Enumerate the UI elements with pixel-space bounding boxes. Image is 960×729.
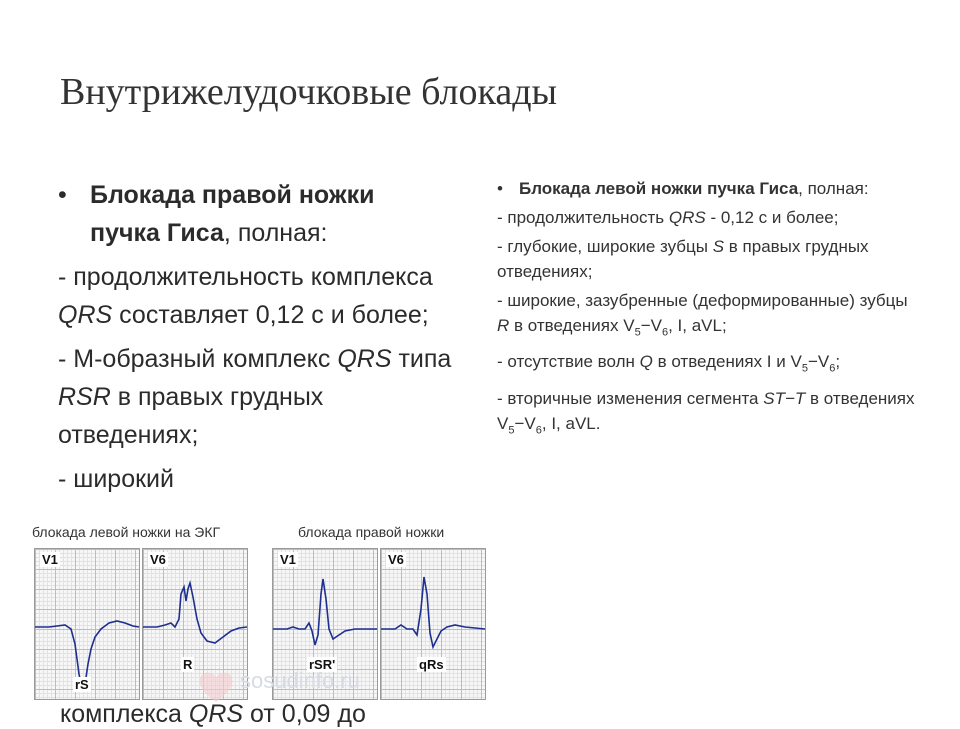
- lead-label: V1: [42, 552, 58, 567]
- text: - отсутствие волн: [497, 352, 640, 372]
- right-bullet-heading: [497, 176, 917, 201]
- text: , I, aVL;: [668, 316, 727, 335]
- heading-text: , полная:: [223, 219, 328, 247]
- text: - М-образный комплекс: [58, 345, 338, 373]
- term: QRS: [58, 301, 113, 329]
- complex-label: rSR': [309, 657, 336, 672]
- slide-title: Внутрижелудочковые блокады: [60, 71, 558, 113]
- text: в отведениях V: [497, 388, 915, 433]
- heading-bold: Блокада правой ножки: [90, 181, 375, 209]
- text: в отведениях V: [509, 316, 635, 335]
- bullet-icon: •: [497, 179, 503, 198]
- left-item-cutoff: [58, 460, 458, 500]
- subscript: 5: [634, 326, 641, 339]
- text: комплекса: [60, 700, 189, 728]
- subscript: 6: [535, 424, 542, 437]
- heading-bold: Блокада левой ножки пучка Гиса: [519, 179, 799, 198]
- left-item-bottom-cutoff: [60, 700, 366, 729]
- left-column: [58, 176, 458, 500]
- text: в правых грудных отведениях;: [58, 383, 324, 449]
- text: −V: [514, 413, 536, 433]
- text: - продолжительность комплекса: [58, 263, 433, 291]
- ecg-caption-lbbb: блокада левой ножки на ЭКГ: [32, 524, 221, 540]
- ecg-trace: [381, 549, 485, 699]
- text: в правых грудных отведениях;: [497, 237, 869, 281]
- text: −V: [640, 316, 662, 335]
- text: - глубокие, широкие зубцы: [497, 237, 713, 256]
- right-column: [497, 176, 917, 443]
- text: - продолжительность: [497, 208, 669, 227]
- lead-label: V6: [150, 552, 166, 567]
- subscript: 5: [508, 424, 515, 437]
- text: в отведениях I и V: [652, 352, 802, 372]
- subscript: 6: [661, 326, 669, 339]
- text: - вторичные изменения сегмента: [497, 388, 764, 408]
- term: S: [712, 237, 725, 256]
- term: ST−T: [763, 388, 806, 408]
- text: −V: [807, 352, 830, 372]
- text: - 0,12 с и более;: [705, 208, 839, 227]
- right-item-s-waves: [497, 234, 917, 284]
- heart-logo-icon: [196, 668, 236, 704]
- subscript: 6: [829, 362, 836, 375]
- complex-label: R: [183, 657, 193, 672]
- text: - широкие, зазубренные (деформированные) зубцы: [497, 291, 908, 310]
- ecg-caption-rbbb: блокада правой ножки: [298, 524, 445, 540]
- watermark-text: sosudinfo.ru: [240, 668, 360, 693]
- ecg-strip-rbbb-v6: [380, 548, 486, 700]
- complex-label: qRs: [419, 657, 444, 672]
- heading-text: , полная:: [798, 179, 869, 198]
- subscript: 5: [801, 362, 808, 375]
- text: ;: [835, 352, 841, 372]
- term: QRS: [337, 345, 392, 373]
- left-item-duration: [58, 258, 458, 334]
- lead-label: V1: [280, 552, 296, 567]
- right-item-r-waves: [497, 288, 917, 345]
- left-item-m-shape: [58, 340, 458, 454]
- term: RSR: [58, 383, 111, 411]
- term: Q: [639, 352, 653, 372]
- right-item-st-t: [497, 386, 917, 443]
- right-item-q-waves: [497, 349, 917, 381]
- text: составляет 0,12 с и более;: [112, 301, 429, 329]
- left-bullet-heading: [58, 176, 458, 252]
- heading-bold: пучка Гиса: [90, 219, 224, 247]
- term: QRS: [188, 700, 244, 728]
- text: типа: [391, 345, 452, 373]
- term: QRS: [668, 208, 706, 227]
- term: R: [497, 316, 510, 335]
- complex-label: rS: [75, 677, 89, 692]
- text: - широкий: [58, 465, 174, 493]
- text: от 0,09 до: [243, 700, 366, 728]
- bullet-icon: •: [58, 181, 67, 209]
- ecg-strip-lbbb-v1: [34, 548, 140, 700]
- right-item-duration: [497, 205, 917, 230]
- text: , I, aVL.: [541, 413, 601, 433]
- lead-label: V6: [388, 552, 404, 567]
